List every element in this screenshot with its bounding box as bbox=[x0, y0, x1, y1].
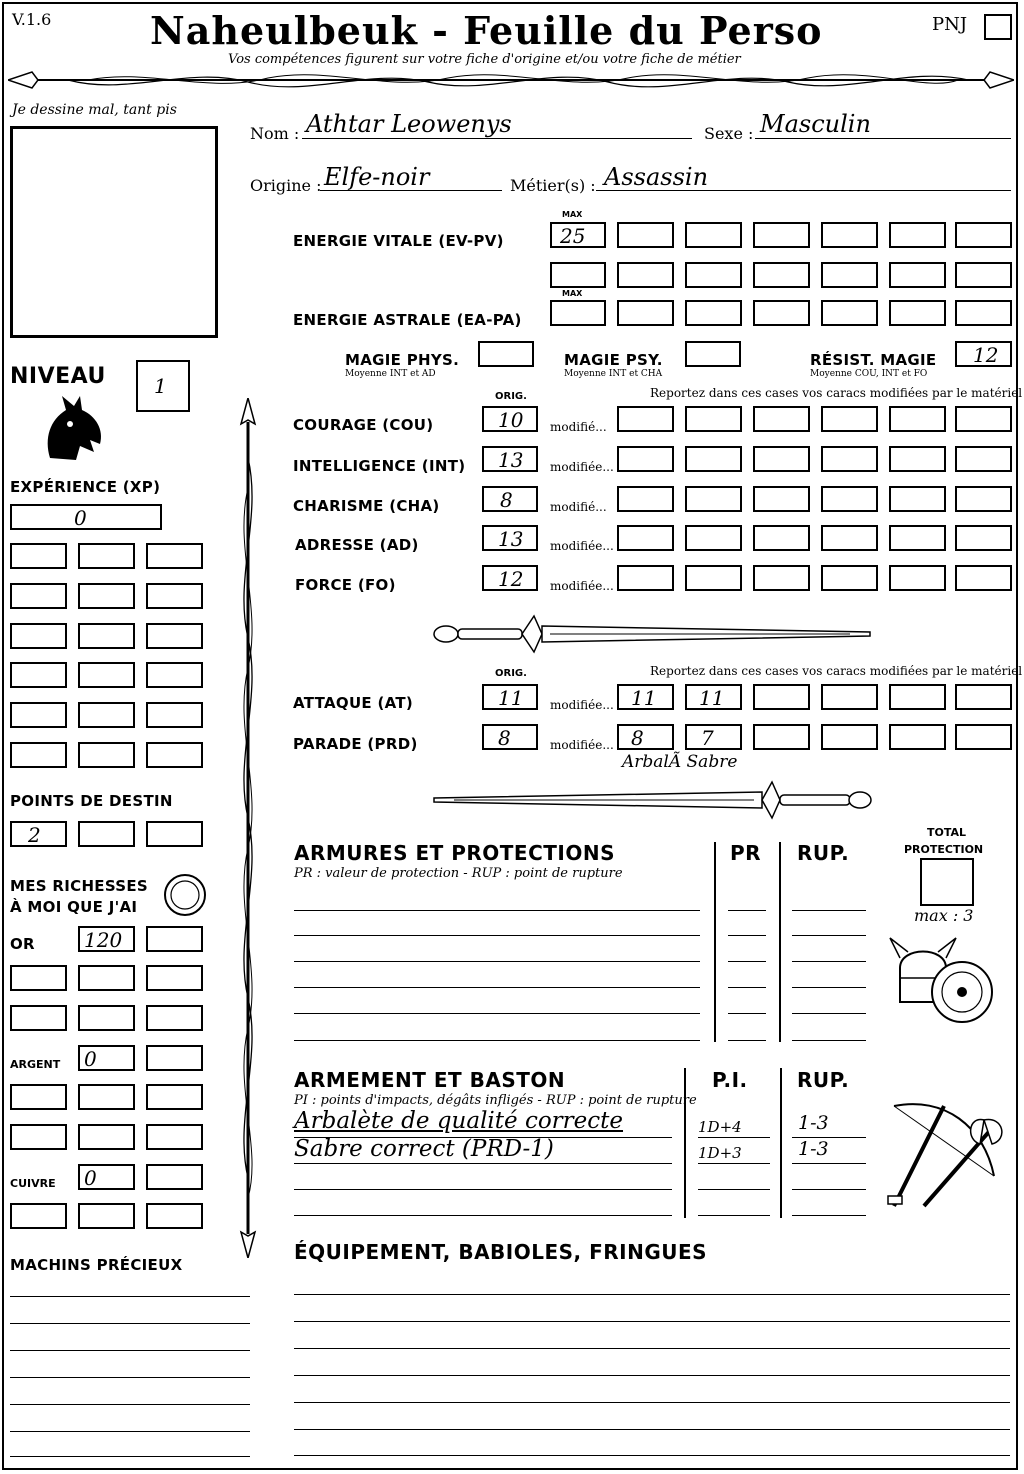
cuivre-box[interactable] bbox=[78, 1203, 135, 1229]
destin-value: 2 bbox=[28, 823, 41, 847]
argent-box[interactable] bbox=[10, 1084, 67, 1110]
cuivre-box[interactable] bbox=[146, 1164, 203, 1190]
carac-orig-box[interactable] bbox=[482, 446, 538, 472]
armures-title: ARMURES ET PROTECTIONS bbox=[294, 841, 615, 865]
carac-label: ADRESSE (AD) bbox=[295, 536, 419, 554]
armure-pr-line bbox=[728, 1040, 766, 1041]
carac-mod-box[interactable] bbox=[955, 525, 1012, 551]
machins-line bbox=[10, 1431, 250, 1432]
richesses-label-1: MES RICHESSES bbox=[10, 877, 149, 895]
attaque-mod-box[interactable] bbox=[685, 684, 742, 710]
sword-icon bbox=[430, 612, 875, 656]
or-box[interactable] bbox=[78, 926, 135, 952]
ea-label: ENERGIE ASTRALE (EA-PA) bbox=[293, 311, 522, 329]
ev-box[interactable] bbox=[821, 222, 878, 248]
armure-line bbox=[294, 935, 700, 936]
ev-box[interactable] bbox=[821, 262, 878, 288]
argent-box[interactable] bbox=[146, 1084, 203, 1110]
xp-grid-box[interactable] bbox=[78, 623, 135, 649]
magie-psy-note: Moyenne INT et CHA bbox=[564, 369, 663, 379]
xp-grid-box[interactable] bbox=[78, 702, 135, 728]
total-label: TOTAL bbox=[927, 826, 967, 839]
or-box[interactable] bbox=[10, 965, 67, 991]
attaque-mod-label: modifiée... bbox=[550, 698, 614, 712]
equipement-line bbox=[294, 1429, 1010, 1430]
attaque-label: ATTAQUE (AT) bbox=[293, 694, 414, 712]
sheet-subtitle: Vos compétences figurent sur votre fiche d'origine et/ou votre fiche de métier bbox=[228, 52, 741, 67]
carac-orig-box[interactable] bbox=[482, 565, 538, 591]
magie-phys-box[interactable] bbox=[478, 341, 534, 367]
crossed-weapons-icon bbox=[884, 1096, 1010, 1216]
ev-box[interactable] bbox=[550, 262, 606, 288]
armure-line bbox=[294, 961, 700, 962]
spear-icon bbox=[228, 398, 268, 1258]
metier-label: Métier(s) : bbox=[510, 176, 596, 195]
carac-mod-box[interactable] bbox=[889, 406, 946, 432]
carac-mod-box[interactable] bbox=[821, 446, 878, 472]
parade-value: 8 bbox=[498, 726, 511, 750]
resist-magie-value: 12 bbox=[973, 343, 999, 367]
destin-box[interactable] bbox=[146, 821, 203, 847]
ea-box[interactable] bbox=[617, 300, 674, 326]
attaque-mod-box[interactable] bbox=[821, 684, 878, 710]
or-label: OR bbox=[10, 935, 35, 953]
carac-label: COURAGE (COU) bbox=[293, 416, 434, 434]
ea-max-label: MAX bbox=[562, 289, 583, 298]
equipement-title: ÉQUIPEMENT, BABIOLES, FRINGUES bbox=[294, 1240, 708, 1264]
armure-line bbox=[294, 1013, 700, 1014]
parade-mod-box[interactable] bbox=[617, 724, 674, 750]
magie-psy-box[interactable] bbox=[685, 341, 741, 367]
richesses-label-2: À MOI QUE J'AI bbox=[10, 898, 138, 916]
carac-mod-label: modifiée... bbox=[550, 579, 614, 593]
total-protection-box[interactable] bbox=[920, 858, 974, 906]
armure-rup-line bbox=[792, 1040, 866, 1041]
xp-grid-box[interactable] bbox=[78, 583, 135, 609]
carac-mod-box[interactable] bbox=[889, 486, 946, 512]
or-value: 120 bbox=[84, 928, 123, 952]
or-box[interactable] bbox=[10, 1005, 67, 1031]
argent-label: ARGENT bbox=[10, 1058, 61, 1071]
sexe-value[interactable]: Masculin bbox=[760, 110, 871, 138]
resist-magie-box[interactable] bbox=[955, 341, 1012, 367]
xp-grid-box[interactable] bbox=[10, 702, 67, 728]
carac-mod-label: modifiée... bbox=[550, 460, 614, 474]
armures-rup-label: RUP. bbox=[797, 841, 850, 865]
armure-pr-line bbox=[728, 910, 766, 911]
magie-phys-note: Moyenne INT et AD bbox=[345, 369, 436, 379]
argent-box[interactable] bbox=[10, 1124, 67, 1150]
attaque-mod-value: 11 bbox=[699, 686, 725, 710]
armure-pr-line bbox=[728, 961, 766, 962]
parade-mod-box[interactable] bbox=[955, 724, 1012, 750]
ev-max-value: 25 bbox=[560, 224, 586, 248]
argent-value: 0 bbox=[84, 1047, 97, 1071]
parade-mod-box[interactable] bbox=[753, 724, 810, 750]
ea-box[interactable] bbox=[821, 300, 878, 326]
machins-line bbox=[10, 1404, 250, 1405]
cuivre-value: 0 bbox=[84, 1166, 97, 1190]
equipement-line bbox=[294, 1321, 1010, 1322]
argent-box[interactable] bbox=[78, 1045, 135, 1071]
argent-box[interactable] bbox=[78, 1084, 135, 1110]
argent-box[interactable] bbox=[146, 1045, 203, 1071]
combat-report-note: Reportez dans ces cases vos caracs modifiées par le matériel bbox=[650, 664, 1023, 678]
combat-orig-label: ORIG. bbox=[495, 668, 527, 679]
carac-mod-box[interactable] bbox=[889, 525, 946, 551]
weapon-line bbox=[294, 1215, 672, 1216]
carac-mod-box[interactable] bbox=[685, 406, 742, 432]
or-box[interactable] bbox=[78, 965, 135, 991]
machins-line bbox=[10, 1377, 250, 1378]
carac-value: 10 bbox=[498, 408, 524, 432]
ev-box[interactable] bbox=[955, 262, 1012, 288]
attaque-orig-box[interactable] bbox=[482, 684, 538, 710]
carac-mod-box[interactable] bbox=[889, 565, 946, 591]
armures-pr-label: PR bbox=[730, 841, 762, 865]
carac-mod-box[interactable] bbox=[955, 406, 1012, 432]
resist-magie-note: Moyenne COU, INT et FO bbox=[810, 369, 928, 379]
equipement-line bbox=[294, 1348, 1010, 1349]
ev-max-label: MAX bbox=[562, 210, 583, 219]
parade-mod-box[interactable] bbox=[821, 724, 878, 750]
armures-col-divider bbox=[779, 842, 781, 1042]
portrait-box[interactable] bbox=[10, 126, 218, 338]
carac-mod-box[interactable] bbox=[955, 486, 1012, 512]
carac-mod-box[interactable] bbox=[617, 525, 674, 551]
weapon-pi-line bbox=[698, 1189, 770, 1190]
ea-box[interactable] bbox=[753, 300, 810, 326]
sheet-title: Naheulbeuk - Feuille du Perso bbox=[150, 8, 823, 53]
ea-box[interactable] bbox=[889, 300, 946, 326]
weapon-name[interactable]: Sabre correct (PRD-1) bbox=[294, 1136, 554, 1162]
weapon-pi[interactable]: 1D+4 bbox=[698, 1118, 742, 1136]
armement-pi-label: P.I. bbox=[712, 1068, 748, 1092]
parade-orig-box[interactable] bbox=[482, 724, 538, 750]
parade-mod-label: modifiée... bbox=[550, 738, 614, 752]
armure-line bbox=[294, 987, 700, 988]
armement-note: PI : points d'impacts, dégâts infligés - RUP : point de rupture bbox=[294, 1093, 697, 1108]
helmet-shield-icon bbox=[886, 928, 998, 1032]
niveau-label: NIVEAU bbox=[10, 364, 106, 389]
parade-label: PARADE (PRD) bbox=[293, 735, 418, 753]
or-box[interactable] bbox=[146, 965, 203, 991]
pnj-label: PNJ bbox=[932, 14, 968, 35]
cuivre-box[interactable] bbox=[78, 1164, 135, 1190]
ea-box[interactable] bbox=[955, 300, 1012, 326]
carac-mod-box[interactable] bbox=[821, 406, 878, 432]
armure-pr-line bbox=[728, 935, 766, 936]
carac-value: 13 bbox=[498, 527, 524, 551]
armure-line bbox=[294, 1040, 700, 1041]
niveau-value: 1 bbox=[154, 374, 167, 398]
or-box[interactable] bbox=[146, 1005, 203, 1031]
ev-box[interactable] bbox=[955, 222, 1012, 248]
metier-value[interactable]: Assassin bbox=[604, 163, 709, 191]
ev-box[interactable] bbox=[617, 262, 674, 288]
armement-col-divider bbox=[684, 1068, 686, 1218]
carac-mod-box[interactable] bbox=[685, 486, 742, 512]
xp-grid-box[interactable] bbox=[78, 662, 135, 688]
xp-grid-box[interactable] bbox=[146, 662, 203, 688]
parade-mod-box[interactable] bbox=[889, 724, 946, 750]
xp-grid-box[interactable] bbox=[78, 543, 135, 569]
armure-rup-line bbox=[792, 1013, 866, 1014]
xp-grid-box[interactable] bbox=[146, 543, 203, 569]
ev-box[interactable] bbox=[753, 262, 810, 288]
magie-phys-label: MAGIE PHYS. bbox=[345, 351, 460, 369]
carac-mod-box[interactable] bbox=[753, 486, 810, 512]
carac-mod-box[interactable] bbox=[821, 565, 878, 591]
weapon-line bbox=[294, 1189, 672, 1190]
carac-mod-box[interactable] bbox=[821, 486, 878, 512]
destin-box[interactable] bbox=[10, 821, 67, 847]
ev-box[interactable] bbox=[685, 222, 742, 248]
equipement-line bbox=[294, 1294, 1010, 1295]
max-protection-note: max : 3 bbox=[914, 906, 974, 925]
machins-label: MACHINS PRÉCIEUX bbox=[10, 1256, 183, 1274]
weapon-pi-line bbox=[698, 1137, 770, 1138]
weapon-name[interactable]: Arbalète de qualité correcte bbox=[294, 1108, 624, 1134]
carac-value: 12 bbox=[498, 567, 524, 591]
attaque-mod-box[interactable] bbox=[889, 684, 946, 710]
xp-value: 0 bbox=[74, 506, 87, 530]
weapon-pi-line bbox=[698, 1215, 770, 1216]
carac-label: INTELLIGENCE (INT) bbox=[293, 457, 466, 475]
metier-line bbox=[596, 190, 1011, 191]
carac-orig-box[interactable] bbox=[482, 406, 538, 432]
cuivre-label: CUIVRE bbox=[10, 1177, 56, 1190]
carac-mod-box[interactable] bbox=[889, 446, 946, 472]
parade-mod-value: 8 bbox=[631, 726, 644, 750]
attaque-mod-value: 11 bbox=[631, 686, 657, 710]
carac-mod-box[interactable] bbox=[685, 446, 742, 472]
carac-mod-box[interactable] bbox=[955, 565, 1012, 591]
ev-box[interactable] bbox=[685, 262, 742, 288]
armement-col-divider bbox=[780, 1068, 782, 1218]
machins-line bbox=[10, 1350, 250, 1351]
carac-mod-label: modifié... bbox=[550, 500, 607, 514]
ev-box[interactable] bbox=[617, 222, 674, 248]
xp-grid-box[interactable] bbox=[10, 742, 67, 768]
armures-col-divider bbox=[714, 842, 716, 1042]
carac-label: FORCE (FO) bbox=[295, 576, 396, 594]
magie-psy-label: MAGIE PSY. bbox=[564, 351, 663, 369]
xp-grid-box[interactable] bbox=[146, 742, 203, 768]
machins-line bbox=[10, 1296, 250, 1297]
spear-divider-icon bbox=[8, 66, 1014, 100]
weapon-rup-line bbox=[792, 1215, 866, 1216]
niveau-box[interactable] bbox=[136, 360, 190, 412]
carac-orig-box[interactable] bbox=[482, 525, 538, 551]
carac-value: 13 bbox=[498, 448, 524, 472]
carac-mod-box[interactable] bbox=[617, 486, 674, 512]
attaque-value: 11 bbox=[498, 686, 524, 710]
weapons-note: ArbalÃ Sabre bbox=[622, 752, 738, 772]
ev-label: ENERGIE VITALE (EV-PV) bbox=[293, 232, 504, 250]
resist-magie-label: RÉSIST. MAGIE bbox=[810, 351, 937, 369]
ea-max-box[interactable] bbox=[550, 300, 606, 326]
xp-grid-box[interactable] bbox=[146, 583, 203, 609]
nom-label: Nom : bbox=[250, 124, 300, 143]
ev-box[interactable] bbox=[889, 262, 946, 288]
armure-rup-line bbox=[792, 910, 866, 911]
carac-mod-box[interactable] bbox=[617, 406, 674, 432]
equipement-line bbox=[294, 1455, 1010, 1456]
weapon-line bbox=[294, 1163, 672, 1164]
xp-label: EXPÉRIENCE (XP) bbox=[10, 478, 161, 496]
carac-label: CHARISME (CHA) bbox=[293, 497, 440, 515]
equipement-line bbox=[294, 1375, 1010, 1376]
version-label: V.1.6 bbox=[12, 10, 52, 29]
carac-mod-label: modifiée... bbox=[550, 539, 614, 553]
machins-line bbox=[10, 1323, 250, 1324]
sword-icon bbox=[430, 778, 875, 822]
weapon-pi[interactable]: 1D+3 bbox=[698, 1144, 742, 1162]
origine-line bbox=[320, 190, 502, 191]
armement-rup-label: RUP. bbox=[797, 1068, 850, 1092]
carac-value: 8 bbox=[500, 488, 513, 512]
armure-rup-line bbox=[792, 987, 866, 988]
xp-grid-box[interactable] bbox=[10, 623, 67, 649]
carac-mod-box[interactable] bbox=[753, 446, 810, 472]
carac-mod-box[interactable] bbox=[753, 525, 810, 551]
xp-grid-box[interactable] bbox=[146, 702, 203, 728]
weapon-rup[interactable]: 1-3 bbox=[798, 1138, 829, 1160]
armure-rup-line bbox=[792, 935, 866, 936]
carac-mod-box[interactable] bbox=[617, 565, 674, 591]
sexe-label: Sexe : bbox=[704, 124, 754, 143]
attaque-mod-box[interactable] bbox=[955, 684, 1012, 710]
coin-icon bbox=[162, 872, 208, 918]
armement-title: ARMEMENT ET BASTON bbox=[294, 1068, 566, 1092]
carac-orig-box[interactable] bbox=[482, 486, 538, 512]
orig-label: ORIG. bbox=[495, 391, 527, 402]
carac-mod-box[interactable] bbox=[617, 446, 674, 472]
cuivre-box[interactable] bbox=[146, 1203, 203, 1229]
origine-value[interactable]: Elfe-noir bbox=[324, 163, 430, 191]
weapon-rup[interactable]: 1-3 bbox=[798, 1112, 829, 1134]
carac-mod-box[interactable] bbox=[685, 525, 742, 551]
xp-grid-box[interactable] bbox=[10, 543, 67, 569]
armure-rup-line bbox=[792, 961, 866, 962]
portrait-caption: Je dessine mal, tant pis bbox=[12, 102, 177, 118]
or-box[interactable] bbox=[78, 1005, 135, 1031]
parade-mod-box[interactable] bbox=[685, 724, 742, 750]
cuivre-box[interactable] bbox=[10, 1203, 67, 1229]
carac-mod-label: modifié... bbox=[550, 420, 607, 434]
carac-mod-box[interactable] bbox=[753, 565, 810, 591]
pnj-checkbox[interactable] bbox=[984, 14, 1012, 40]
attaque-mod-box[interactable] bbox=[753, 684, 810, 710]
sexe-line bbox=[755, 138, 1011, 139]
xp-grid-box[interactable] bbox=[146, 623, 203, 649]
armure-pr-line bbox=[728, 987, 766, 988]
caracs-report-note: Reportez dans ces cases vos caracs modifiées par le matériel bbox=[650, 386, 1023, 400]
xp-grid-box[interactable] bbox=[10, 583, 67, 609]
xp-box[interactable] bbox=[10, 504, 162, 530]
destin-label: POINTS DE DESTIN bbox=[10, 792, 173, 810]
xp-grid-box[interactable] bbox=[10, 662, 67, 688]
ev-box[interactable] bbox=[889, 222, 946, 248]
ea-box[interactable] bbox=[685, 300, 742, 326]
armure-pr-line bbox=[728, 1013, 766, 1014]
carac-mod-box[interactable] bbox=[821, 525, 878, 551]
carac-mod-box[interactable] bbox=[955, 446, 1012, 472]
carac-mod-box[interactable] bbox=[753, 406, 810, 432]
equipement-line bbox=[294, 1402, 1010, 1403]
protection-label: PROTECTION bbox=[904, 843, 984, 856]
ev-max-box[interactable] bbox=[550, 222, 606, 248]
destin-box[interactable] bbox=[78, 821, 135, 847]
armure-line bbox=[294, 910, 700, 911]
dragon-icon bbox=[40, 394, 106, 464]
origine-label: Origine : bbox=[250, 176, 322, 195]
nom-value[interactable]: Athtar Leowenys bbox=[306, 110, 512, 138]
attaque-mod-box[interactable] bbox=[617, 684, 674, 710]
ev-box[interactable] bbox=[753, 222, 810, 248]
nom-line bbox=[302, 138, 692, 139]
parade-mod-value: 7 bbox=[701, 726, 714, 750]
xp-grid-box[interactable] bbox=[78, 742, 135, 768]
machins-line bbox=[10, 1456, 250, 1457]
argent-box[interactable] bbox=[146, 1124, 203, 1150]
or-box[interactable] bbox=[146, 926, 203, 952]
argent-box[interactable] bbox=[78, 1124, 135, 1150]
carac-mod-box[interactable] bbox=[685, 565, 742, 591]
weapon-rup-line bbox=[792, 1163, 866, 1164]
weapon-rup-line bbox=[792, 1189, 866, 1190]
weapon-pi-line bbox=[698, 1163, 770, 1164]
armures-note: PR : valeur de protection - RUP : point de rupture bbox=[294, 866, 623, 881]
